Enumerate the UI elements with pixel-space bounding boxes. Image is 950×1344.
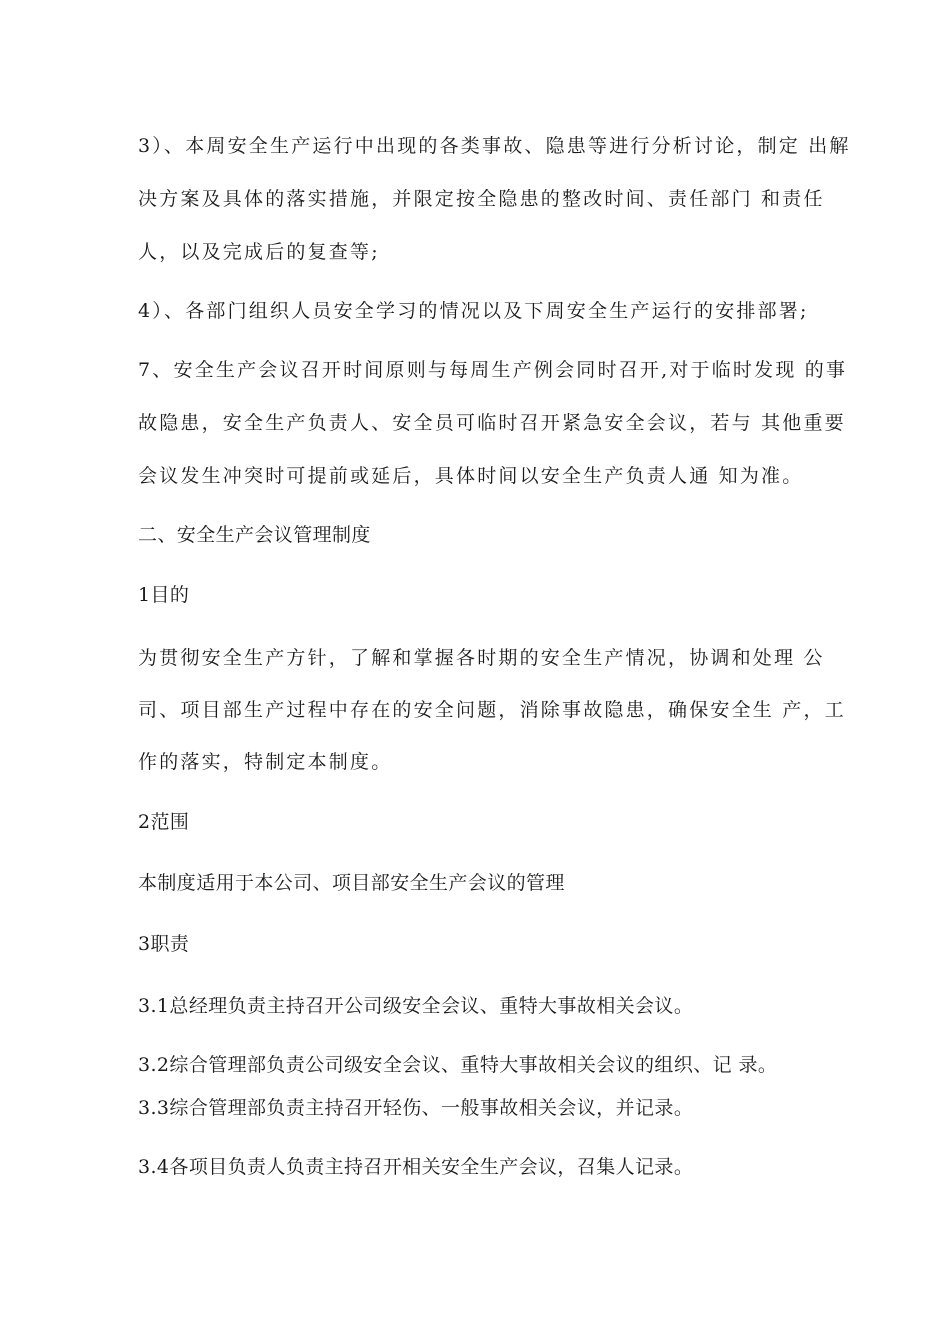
paragraph-line: 司、项目部生产过程中存在的安全问题，消除事故隐患，确保安全生 产，工: [138, 699, 846, 721]
list-item: 3.3综合管理部负责主持召开轻伤、一般事故相关会议，并记录。: [138, 1097, 694, 1119]
paragraph-line: 作的落实，特制定本制度。: [138, 751, 393, 773]
subsection-heading: 3职责: [138, 933, 190, 955]
paragraph-line: 4）、各部门组织人员安全学习的情况以及下周安全生产运行的安排部署;: [138, 300, 809, 322]
list-item: 3.4各项目负责人负责主持召开相关安全生产会议，召集人记录。: [138, 1156, 694, 1178]
paragraph-line: 为贯彻安全生产方针，了解和掌握各时期的安全生产情况，协调和处理 公: [138, 647, 825, 669]
paragraph-line: 本制度适用于本公司、项目部安全生产会议的管理: [138, 872, 565, 894]
paragraph-line: 会议发生冲突时可提前或延后，具体时间以安全生产负责人通 知为准。: [138, 465, 804, 487]
paragraph-line: 7、安全生产会议召开时间原则与每周生产例会同时召开,对于临时发现 的事: [138, 359, 848, 381]
list-item: 3.2综合管理部负责公司级安全会议、重特大事故相关会议的组织、记 录。: [138, 1054, 778, 1076]
paragraph-line: 人，以及完成后的复查等;: [138, 241, 380, 263]
paragraph-line: 故隐患，安全生产负责人、安全员可临时召开紧急安全会议，若与 其他重要: [138, 412, 846, 434]
paragraph-line: 3）、本周安全生产运行中出现的各类事故、隐患等进行分析讨论，制定 出解: [138, 135, 851, 157]
section-heading: 二、安全生产会议管理制度: [138, 524, 371, 546]
list-item: 3.1总经理负责主持召开公司级安全会议、重特大事故相关会议。: [138, 995, 694, 1017]
subsection-heading: 1目的: [138, 584, 190, 606]
subsection-heading: 2范围: [138, 811, 190, 833]
paragraph-line: 决方案及具体的落实措施，并限定按全隐患的整改时间、责任部门 和责任: [138, 188, 825, 210]
